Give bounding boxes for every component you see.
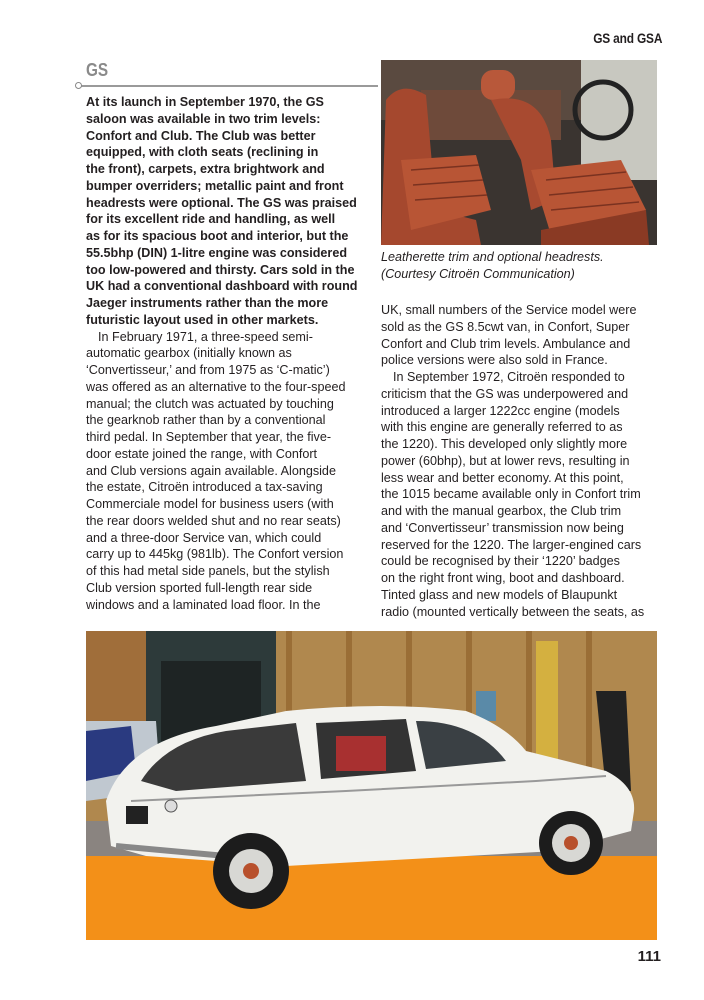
text-line: the estate, Citroën introduced a tax-saving [86,480,323,495]
text-line: Confort and Club. The Club was better [86,128,316,143]
text-line: Tinted glass and new models of Blaupunkt [381,587,618,602]
text-line: and ‘Convertisseur’ transmission now being [381,520,624,535]
running-head: GS and GSA [592,30,662,46]
text-line: 55.5bhp (DIN) 1-litre engine was considered [86,245,348,260]
text-line: and a three-door Service van, which could [86,530,322,545]
page-number: 111 [637,948,661,965]
text-line: UK had a conventional dashboard with round [86,279,358,294]
text-line: (Courtesy Citroën Communication) [381,266,575,281]
right-column [381,302,644,620]
text-line: the 1015 became available only in Confort trim [381,487,641,502]
text-line: Confort and Club trim levels. Ambulance and [381,336,631,351]
text-line: ‘Convertisseur,’ and from 1975 as ‘C-matic’) [86,363,330,377]
text-line: bumper overriders; metallic paint and front [86,178,344,193]
text-line: In February 1971, a three-speed semi- [98,329,313,344]
text-line: too low-powered and thirsty. Cars sold in the [86,262,355,277]
intro-paragraph [86,94,357,329]
rule-dot-ornament [75,82,82,89]
text-line: manual; the clutch was actuated by touching [86,396,334,411]
text-line: sold as the GS 8.5cwt van, in Confort, Super [381,319,630,334]
text-line: UK, small numbers of the Service model were [381,303,637,317]
text-line: criticism that the GS was underpowered and [381,386,629,401]
text-line: power (60bhp), but at lower revs, resulting in [381,453,630,468]
text-line: for its excellent ride and handling, as well [86,212,336,227]
body-paragraph [381,369,644,620]
text-line: reserved for the 1220. The larger-engined cars [381,537,642,552]
text-line: with this engine are generally referred to as [381,420,623,435]
text-line: automatic gearbox (initially known as [86,346,292,361]
text-line: Jaeger instruments rather than the more [86,296,329,310]
text-line: carry up to 445kg (981lb). The Confort version [86,547,344,562]
text-line: futuristic layout used in other markets. [86,312,319,327]
interior-photo [381,60,657,245]
text-line: radio (mounted vertically between the seats, as [381,604,645,619]
text-line: headrests were optional. The GS was praised [86,195,357,210]
body-paragraph [381,302,644,369]
text-line: At its launch in September 1970, the GS [86,95,324,109]
text-line: on the right front wing, boot and dashboard. [381,571,625,585]
text-line: could be recognised by their ‘1220’ badges [381,554,620,569]
text-line: introduced a larger 1222cc engine (models [381,403,620,418]
text-line: windows and a laminated load floor. In the [86,597,321,612]
text-line: the 1220). This developed only slightly more [381,437,628,451]
text-line: Commerciale model for business users (with [86,497,334,511]
text-line: third pedal. In September that year, the five- [86,430,332,444]
body-paragraph [86,329,357,614]
text-line: Leatherette trim and optional headrests. [381,250,604,264]
car-photo [86,631,657,940]
section-rule [80,85,378,87]
text-line: saloon was available in two trim levels: [86,111,321,126]
text-line: the gearknob rather than by a conventional [86,413,326,428]
text-line: of this had metal side panels, but the stylish [86,564,330,578]
text-line: In September 1972, Citroën responded to [393,370,625,384]
text-line: as for its spacious boot and interior, but the [86,229,349,243]
text-line: Club version sported full-length rear side [86,580,313,595]
text-line: less wear and better economy. At this point, [381,470,624,485]
text-line: door estate joined the range, with Confort [86,446,318,461]
photo-caption [381,249,604,283]
text-line: the rear doors welded shut and no rear seats) [86,513,341,528]
left-column [86,94,357,613]
text-line: equipped, with cloth seats (reclining in [86,145,319,160]
text-line: and with the manual gearbox, the Club trim [381,504,622,518]
text-line: and Club versions again available. Alongside [86,463,336,478]
text-line: the front), carpets, extra brightwork and [86,162,325,176]
text-line: police versions were also sold in France. [381,353,608,368]
text-line: was offered as an alternative to the four-speed [86,379,346,394]
section-title: GS [86,60,109,80]
